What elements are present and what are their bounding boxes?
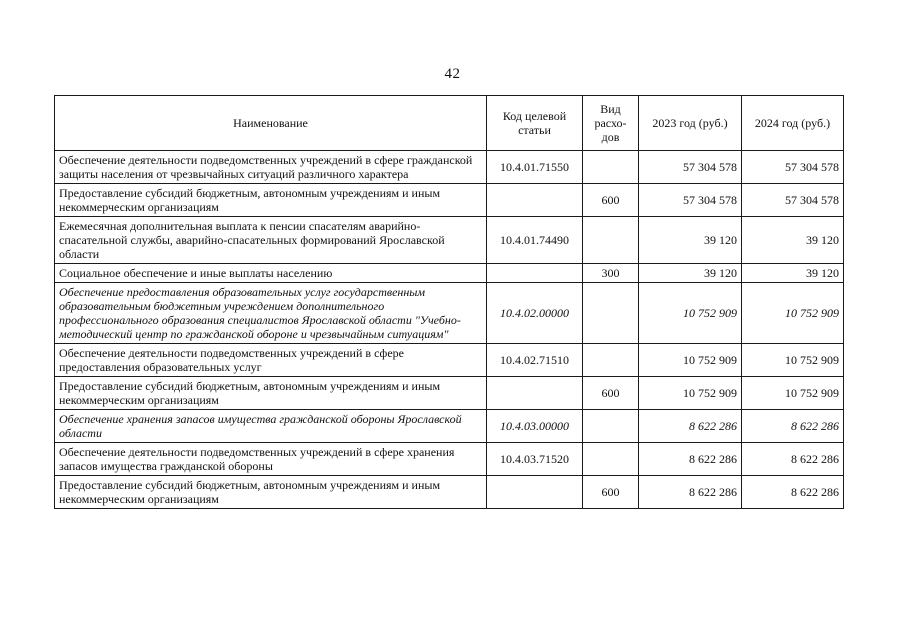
row-name: Предоставление субсидий бюджетным, автономным учреждениям и иным некоммерческим организациям <box>55 476 487 509</box>
row-amount-2024: 57 304 578 <box>742 151 844 184</box>
row-amount-2023: 8 622 286 <box>639 443 742 476</box>
row-amount-2024: 8 622 286 <box>742 443 844 476</box>
header-code: Код целевой статьи <box>487 96 583 151</box>
table-row <box>55 184 844 217</box>
row-type: 600 <box>583 377 639 410</box>
header-2024: 2024 год (руб.) <box>742 96 844 151</box>
row-name: Обеспечение деятельности подведомственных учреждений в сфере предоставления образовательных услуг <box>55 344 487 377</box>
row-amount-2023: 57 304 578 <box>639 151 742 184</box>
row-code <box>487 377 583 410</box>
row-amount-2023: 10 752 909 <box>639 377 742 410</box>
row-name: Обеспечение деятельности подведомственных учреждений в сфере хранения запасов имущества гражданской обороны <box>55 443 487 476</box>
table-row <box>55 476 844 509</box>
row-type <box>583 283 639 344</box>
table-row <box>55 344 844 377</box>
header-name: Наименование <box>55 96 487 151</box>
row-amount-2024: 39 120 <box>742 264 844 283</box>
budget-table <box>54 95 844 509</box>
table-body <box>55 151 844 509</box>
row-amount-2023: 10 752 909 <box>639 344 742 377</box>
row-amount-2024: 10 752 909 <box>742 283 844 344</box>
row-type <box>583 443 639 476</box>
row-name: Обеспечение хранения запасов имущества гражданской обороны Ярославской области <box>55 410 487 443</box>
row-type <box>583 151 639 184</box>
row-name: Обеспечение предоставления образовательных услуг государственным образовательным бюджетным учреждением дополнительного профессионального образования специалистов Ярославской области "Учебно-методический центр по гражданской обороне и чрезвычайным ситуациям" <box>55 283 487 344</box>
row-code: 10.4.01.74490 <box>487 217 583 264</box>
row-code <box>487 476 583 509</box>
table-row <box>55 377 844 410</box>
row-type <box>583 217 639 264</box>
row-amount-2024: 8 622 286 <box>742 410 844 443</box>
row-amount-2024: 39 120 <box>742 217 844 264</box>
row-amount-2023: 39 120 <box>639 264 742 283</box>
row-amount-2024: 57 304 578 <box>742 184 844 217</box>
row-code: 10.4.01.71550 <box>487 151 583 184</box>
table-row <box>55 283 844 344</box>
row-code <box>487 264 583 283</box>
table-row <box>55 443 844 476</box>
row-amount-2024: 8 622 286 <box>742 476 844 509</box>
row-code: 10.4.02.71510 <box>487 344 583 377</box>
header-row <box>55 96 844 151</box>
row-amount-2024: 10 752 909 <box>742 377 844 410</box>
table-row <box>55 410 844 443</box>
row-code: 10.4.03.71520 <box>487 443 583 476</box>
row-name: Предоставление субсидий бюджетным, автономным учреждениям и иным некоммерческим организациям <box>55 377 487 410</box>
row-type <box>583 410 639 443</box>
row-name: Предоставление субсидий бюджетным, автономным учреждениям и иным некоммерческим организациям <box>55 184 487 217</box>
row-amount-2023: 8 622 286 <box>639 410 742 443</box>
row-amount-2024: 10 752 909 <box>742 344 844 377</box>
table-row <box>55 217 844 264</box>
table-row <box>55 264 844 283</box>
table-row <box>55 151 844 184</box>
row-name: Социальное обеспечение и иные выплаты населению <box>55 264 487 283</box>
row-type: 600 <box>583 476 639 509</box>
table-header <box>55 96 844 151</box>
page-number: 42 <box>444 66 461 82</box>
header-type: Вид расхо-дов <box>583 96 639 151</box>
row-type <box>583 344 639 377</box>
row-code <box>487 184 583 217</box>
row-code: 10.4.03.00000 <box>487 410 583 443</box>
row-type: 600 <box>583 184 639 217</box>
row-code: 10.4.02.00000 <box>487 283 583 344</box>
row-amount-2023: 8 622 286 <box>639 476 742 509</box>
row-amount-2023: 10 752 909 <box>639 283 742 344</box>
row-name: Обеспечение деятельности подведомственных учреждений в сфере гражданской защиты населения от чрезвычайных ситуаций различного характера <box>55 151 487 184</box>
header-2023: 2023 год (руб.) <box>639 96 742 151</box>
row-amount-2023: 57 304 578 <box>639 184 742 217</box>
row-name: Ежемесячная дополнительная выплата к пенсии спасателям аварийно-спасательной службы, аварийно-спасательных формирований Ярославской области <box>55 217 487 264</box>
row-type: 300 <box>583 264 639 283</box>
row-amount-2023: 39 120 <box>639 217 742 264</box>
